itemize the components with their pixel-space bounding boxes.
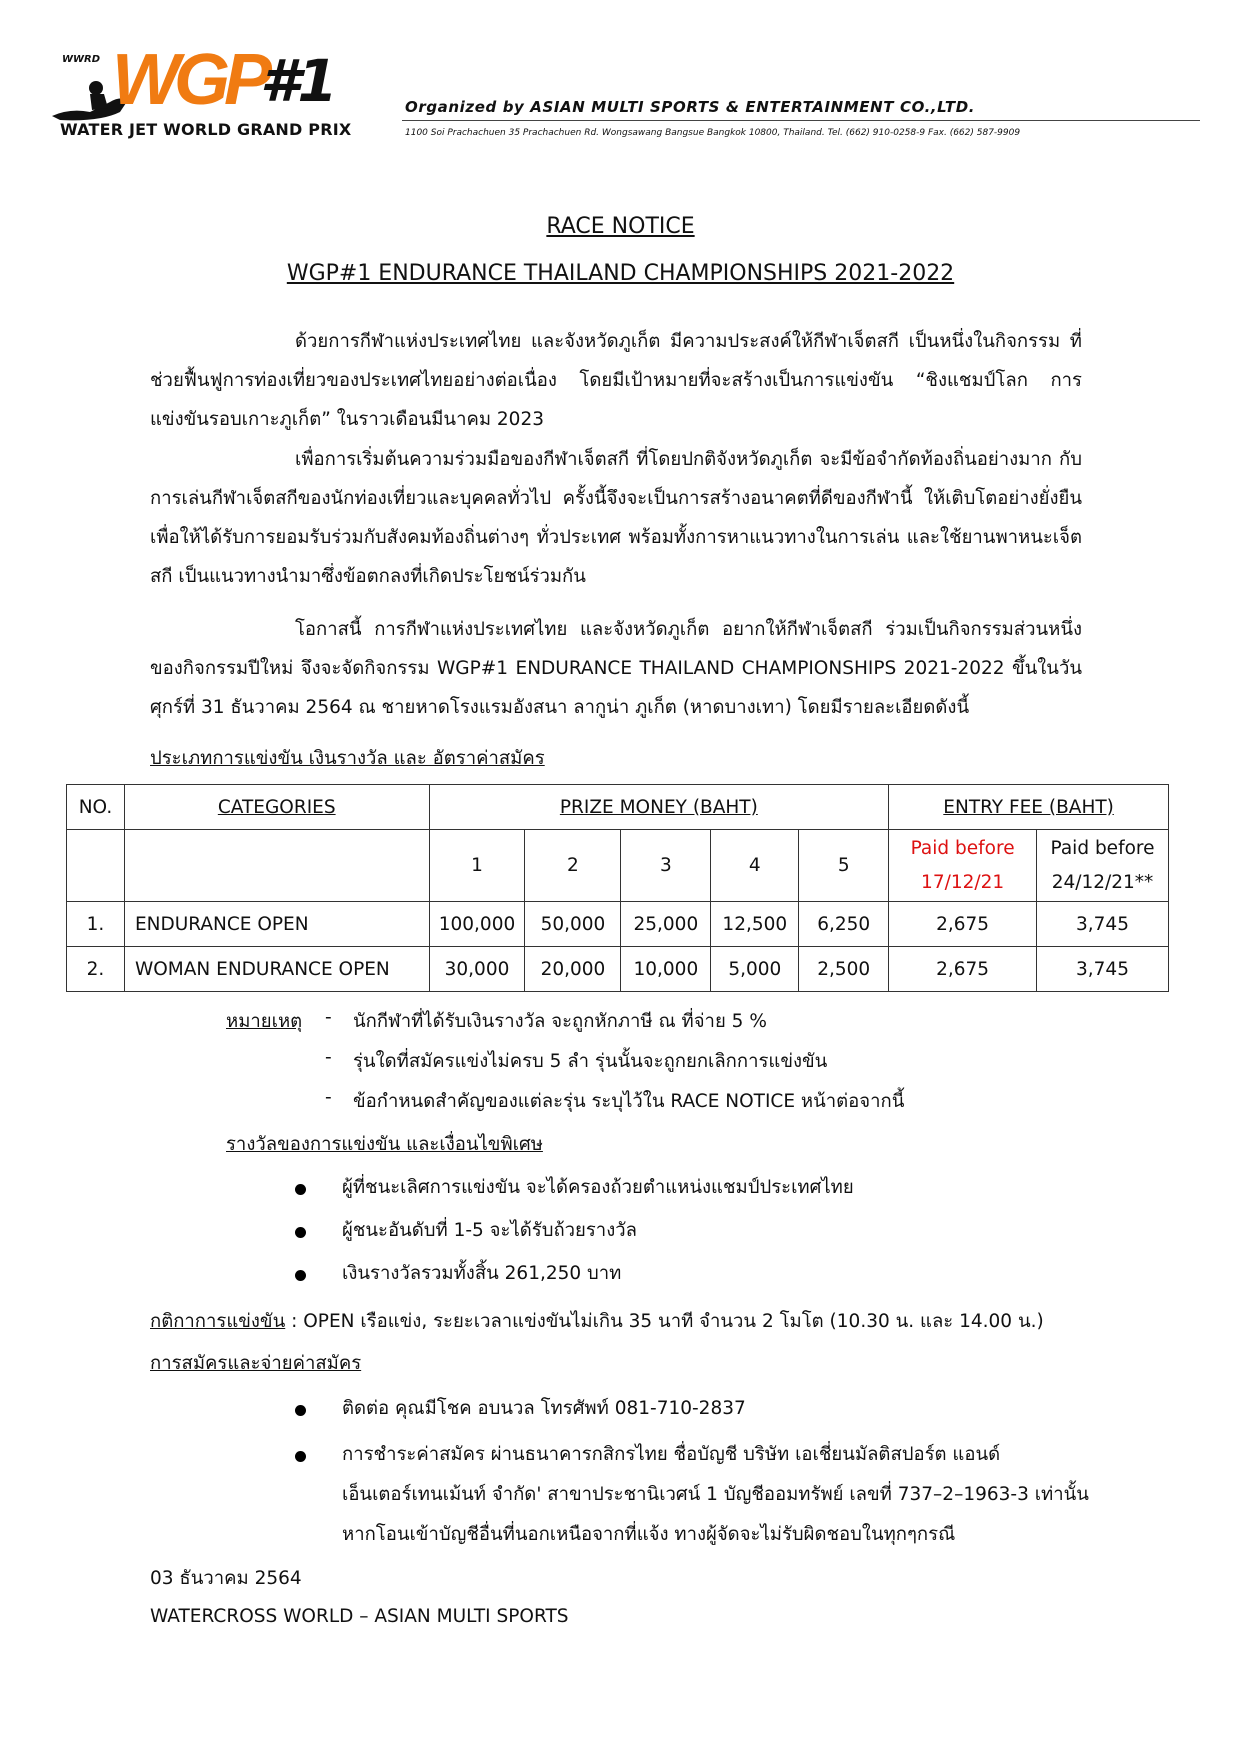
bullet-icon (295, 1184, 306, 1195)
issue-date: 03 ธันวาคม 2564 (150, 1568, 302, 1589)
place-2: 2 (525, 830, 621, 902)
logo-mark: WGP (112, 40, 266, 120)
row-no: 2. (67, 947, 125, 992)
rules-line (150, 1307, 1044, 1336)
dash-marker: - (325, 1087, 332, 1108)
intro-paragraph-2: เพื่อการเริ่มต้นความร่วมมือของกีฬาเจ็ตสกี ที่โดยปกติจังหวัดภูเก็ต จะมีข้อจำกัดท้องถิ่นอย่างมาก กับการเล่นกีฬาเจ็ตสกีของนักท่องเที่ยวและบุคคลทั่วไป ครั้งนี้จึงจะเป็นการสร้างอนาคตที่ดีของกีฬานี้ ให้เติบโตอย่างยั่งยืน เพื่อให้ได้รับการยอมรับร่วมกับสังคมท้องถิ่นต่างๆ ทั่วประเทศ พร้อมทั้งการหาแนวทางในการเล่น และใช้ยานพาหนะเจ็ตสกี เป็นแนวทางนำมาซึ่งข้อตกลงที่เกิดประโยชน์ร่วมกัน (150, 449, 1082, 587)
award-item: ผู้ที่ชนะเลิศการแข่งขัน จะได้ครองถ้วยตำแหน่งแชมป์ประเทศไทย (342, 1177, 854, 1198)
table-row (67, 902, 1169, 947)
award-item: เงินรางวัลรวมทั้งสิ้น 261,250 บาท (342, 1263, 622, 1284)
row-category: ENDURANCE OPEN (124, 902, 429, 947)
header-divider (402, 120, 1200, 121)
logo-number: #1 (260, 47, 335, 115)
wgp-logo (50, 40, 385, 139)
payment-line: เอ็นเตอร์เทนเม้นท์ จำกัด' สาขาประชานิเวศน์ 1 บัญชีออมทรัพย์ เลขที่ 737–2–1963-3 เท่านั้น (342, 1484, 1089, 1505)
empty-cell (124, 830, 429, 902)
dash-marker: - (325, 1047, 332, 1068)
header-no: NO. (67, 785, 125, 830)
payment-line: การชำระค่าสมัคร ผ่านธนาคารกสิกรไทย ชื่อบัญชี บริษัท เอเชี่ยนมัลติสปอร์ต แอนด์ (342, 1444, 1001, 1465)
notes-label: หมายเหตุ (226, 1011, 303, 1032)
prize-cell: 20,000 (525, 947, 621, 992)
note-item: ข้อกำหนดสำคัญของแต่ละรุ่น ระบุไว้ใน RACE NOTICE หน้าต่อจากนี้ (353, 1091, 905, 1112)
prize-cell: 100,000 (429, 902, 525, 947)
bullet-icon (295, 1405, 306, 1416)
row-no: 1. (67, 902, 125, 947)
rules-text: : OPEN เรือแข่ง, ระยะเวลาแข่งขันไม่เกิน 35 นาที จำนวน 2 โมโต (10.30 น. และ 14.00 น.) (285, 1311, 1044, 1332)
fee-early-cell: 2,675 (889, 947, 1037, 992)
place-1: 1 (429, 830, 525, 902)
prize-cell: 30,000 (429, 947, 525, 992)
note-item: รุ่นใดที่สมัครแข่งไม่ครบ 5 ลำ รุ่นนั้นจะถูกยกเลิกการแข่งขัน (353, 1051, 828, 1072)
prize-cell: 50,000 (525, 902, 621, 947)
header-categories: CATEGORIES (124, 785, 429, 830)
page-title: RACE NOTICE (546, 214, 695, 239)
place-3: 3 (621, 830, 711, 902)
table-header-row (67, 785, 1169, 830)
payment-line: หากโอนเข้าบัญชีอื่นที่นอกเหนือจากที่แจ้ง ทางผู้จัดจะไม่รับผิดชอบในทุกๆกรณี (342, 1524, 956, 1545)
prize-cell: 10,000 (621, 947, 711, 992)
awards-heading: รางวัลของการแข่งขัน และเงื่อนไขพิเศษ (226, 1134, 543, 1155)
signature-line: WATERCROSS WORLD – ASIAN MULTI SPORTS (150, 1606, 569, 1627)
prize-cell: 2,500 (799, 947, 889, 992)
categories-heading: ประเภทการแข่งขัน เงินรางวัล และ อัตราค่าสมัคร (150, 748, 545, 769)
rules-label: กติกาการแข่งขัน (150, 1311, 286, 1332)
paid-before-late: Paid before 24/12/21** (1037, 830, 1169, 902)
logo-subtitle: WATER JET WORLD GRAND PRIX (60, 120, 352, 139)
contact-item: ติดต่อ คุณมีโชค อบนวล โทรศัพท์ 081-710-2837 (342, 1398, 746, 1419)
page-subtitle: WGP#1 ENDURANCE THAILAND CHAMPIONSHIPS 2021-2022 (286, 261, 955, 286)
organizer-line: Organized by ASIAN MULTI SPORTS & ENTERTAINMENT CO.,LTD. (405, 98, 976, 116)
logo-tag: WWRD (62, 54, 101, 65)
fee-late-cell: 3,745 (1037, 902, 1169, 947)
fee-early-cell: 2,675 (889, 902, 1037, 947)
bullet-icon (295, 1451, 306, 1462)
intro-paragraph-3: โอกาสนี้ การกีฬาแห่งประเทศไทย และจังหวัดภูเก็ต อยากให้กีฬาเจ็ตสกี ร่วมเป็นกิจกรรมส่วนหนึ่งของกิจกรรมปีใหม่ จึงจะจัดกิจกรรม WGP#1 ENDURANCE THAILAND CHAMPIONSHIPS 2021-2022 ขึ้นในวันศุกร์ที่ 31 ธันวาคม 2564 ณ ชายหาดโรงแรมอังสนา ลากูน่า ภูเก็ต (หาดบางเทา) โดยมีรายละเอียดดังนี้ (150, 619, 1082, 718)
header-prize-money: PRIZE MONEY (BAHT) (429, 785, 889, 830)
prize-cell: 12,500 (711, 902, 799, 947)
table-row (67, 947, 1169, 992)
table-subheader-row (67, 830, 1169, 902)
registration-heading: การสมัครและจ่ายค่าสมัคร (150, 1353, 362, 1374)
organizer-address: 1100 Soi Prachachuen 35 Prachachuen Rd. Wongsawang Bangsue Bangkok 10800, Thailand. Tel. (662) 910-0258-9 Fax. (662) 587-9909 (405, 128, 1021, 138)
paid-before-early: Paid before 17/12/21 (889, 830, 1037, 902)
place-5: 5 (799, 830, 889, 902)
prize-cell: 6,250 (799, 902, 889, 947)
prize-fee-table (66, 784, 1169, 992)
place-4: 4 (711, 830, 799, 902)
bullet-icon (295, 1227, 306, 1238)
note-item: นักกีฬาที่ได้รับเงินรางวัล จะถูกหักภาษี ณ ที่จ่าย 5 % (353, 1011, 767, 1032)
prize-cell: 5,000 (711, 947, 799, 992)
empty-cell (67, 830, 125, 902)
dash-marker: - (325, 1007, 332, 1028)
award-item: ผู้ชนะอันดับที่ 1-5 จะได้รับถ้วยรางวัล (342, 1220, 637, 1241)
bullet-icon (295, 1270, 306, 1281)
prize-cell: 25,000 (621, 902, 711, 947)
header-entry-fee: ENTRY FEE (BAHT) (889, 785, 1169, 830)
fee-late-cell: 3,745 (1037, 947, 1169, 992)
intro-paragraph-1: ด้วยการกีฬาแห่งประเทศไทย และจังหวัดภูเก็ต มีความประสงค์ให้กีฬาเจ็ตสกี เป็นหนึ่งในกิจกรรม ที่ช่วยฟื้นฟูการท่องเที่ยวของประเทศไทยอย่างต่อเนื่อง โดยมีเป้าหมายที่จะสร้างเป็นการแข่งขัน “ชิงแชมป์โลก การแข่งขันรอบเกาะภูเก็ต” ในราวเดือนมีนาคม 2023 (150, 331, 1082, 430)
row-category: WOMAN ENDURANCE OPEN (124, 947, 429, 992)
